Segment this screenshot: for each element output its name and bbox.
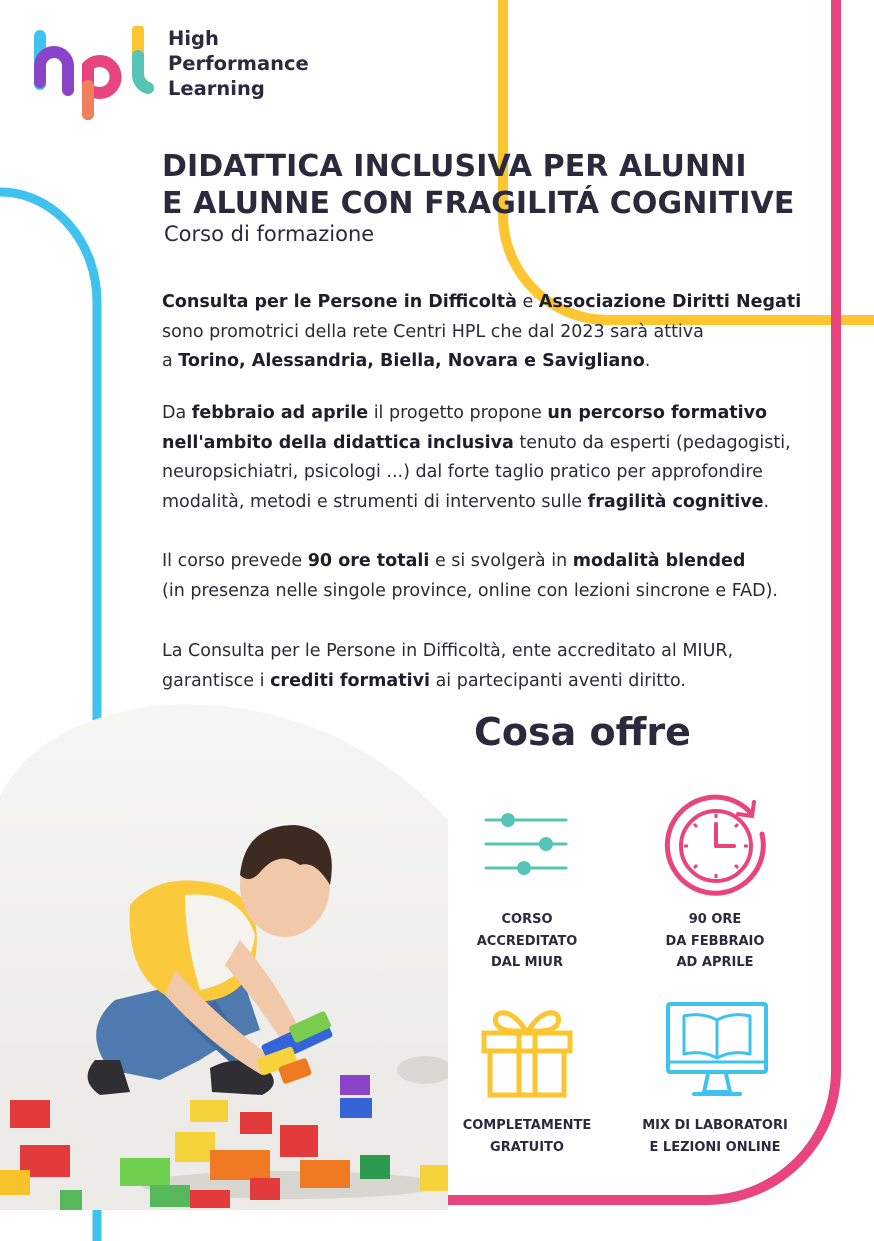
child-playing-blocks-photo (0, 700, 448, 1210)
offer-2-line2: DA FEBBRAIO (665, 933, 765, 949)
hpl-logo-icon (30, 26, 156, 120)
program-paragraph (162, 399, 791, 517)
logo-line1: High (168, 27, 219, 50)
offer-4-line2: E LEZIONI ONLINE (649, 1139, 781, 1155)
offer-label-90-ore (625, 909, 805, 974)
p2-text6: . (763, 491, 770, 512)
p4-text1: La Consulta per le Persone in Difficoltà, ente accreditato al MIUR, (162, 641, 734, 661)
logo-line2: Performance (168, 52, 309, 75)
period-bold: febbraio ad aprile (191, 403, 369, 423)
clock-icon (664, 794, 770, 898)
offer-1-line1: CORSO (501, 912, 553, 927)
p1-text4: . (644, 351, 651, 371)
offer-3-line1: COMPLETAMENTE (462, 1118, 592, 1133)
consulta-name: Consulta per le Persone in Difficoltà (162, 292, 517, 312)
logo-wordmark (168, 26, 309, 101)
course-paragraph (162, 547, 778, 606)
p4-text3: ai partecipanti aventi diritto. (430, 670, 686, 691)
p2-text5: modalità, metodi e strumenti di intervento sulle (162, 491, 588, 512)
offer-title: Cosa offre (474, 710, 691, 754)
offer-label-gratuito (437, 1115, 617, 1158)
fragilita-bold: fragilità cognitive (587, 491, 764, 512)
p2-text1: Da (162, 403, 192, 423)
p4-text2: garantisce i (162, 670, 271, 691)
associazione-name: Associazione Diritti Negati (538, 292, 802, 312)
offer-label-laboratori (625, 1115, 805, 1158)
p3-text2: e si svolgerà in (429, 551, 573, 571)
offer-label-accreditato (437, 909, 617, 974)
cities-list: Torino, Alessandria, Biella, Novara e Savigliano (178, 351, 645, 371)
book-monitor-icon (664, 1000, 770, 1102)
offer-2-line1: 90 ORE (688, 912, 742, 927)
blended-bold: modalità blended (572, 551, 746, 571)
title-line1: DIDATTICA INCLUSIVA PER ALUNNI (162, 149, 747, 184)
credits-paragraph (162, 637, 733, 696)
p2-text2: il progetto propone (368, 403, 548, 423)
offer-4-line1: MIX DI LABORATORI (642, 1118, 788, 1133)
offer-2-line3: AD APRILE (676, 955, 754, 970)
p2-text4: neuropsichiatri, psicologi ...) dal forte taglio pratico per approfondire (162, 462, 763, 482)
offer-1-line3: DAL MIUR (490, 955, 563, 970)
title-line2: E ALUNNE CON FRAGILITÁ COGNITIVE (162, 186, 795, 221)
p2-text3: tenuto da esperti (pedagogisti, (513, 432, 791, 453)
offer-1-line2: ACCREDITATO (476, 933, 578, 949)
p1-text3: a (162, 351, 179, 371)
logo-line3: Learning (168, 77, 265, 100)
p3-text3: (in presenza nelle singole province, online con lezioni sincrone e FAD). (162, 580, 778, 601)
crediti-bold: crediti formativi (270, 670, 430, 691)
p3-text1: Il corso prevede (162, 551, 308, 571)
p1-text2: sono promotrici della rete Centri HPL che dal 2023 sarà attiva (162, 321, 704, 342)
offer-3-line2: GRATUITO (490, 1139, 564, 1155)
intro-paragraph (162, 288, 801, 377)
hours-bold: 90 ore totali (307, 551, 430, 571)
ambito-bold: nell'ambito della didattica inclusiva (162, 432, 514, 453)
gift-icon (480, 1003, 574, 1099)
sliders-icon (484, 808, 570, 880)
page-title (162, 148, 794, 222)
p1-text1: e (516, 292, 539, 312)
percorso-bold: un percorso formativo (547, 403, 768, 423)
page-subtitle: Corso di formazione (164, 222, 375, 246)
